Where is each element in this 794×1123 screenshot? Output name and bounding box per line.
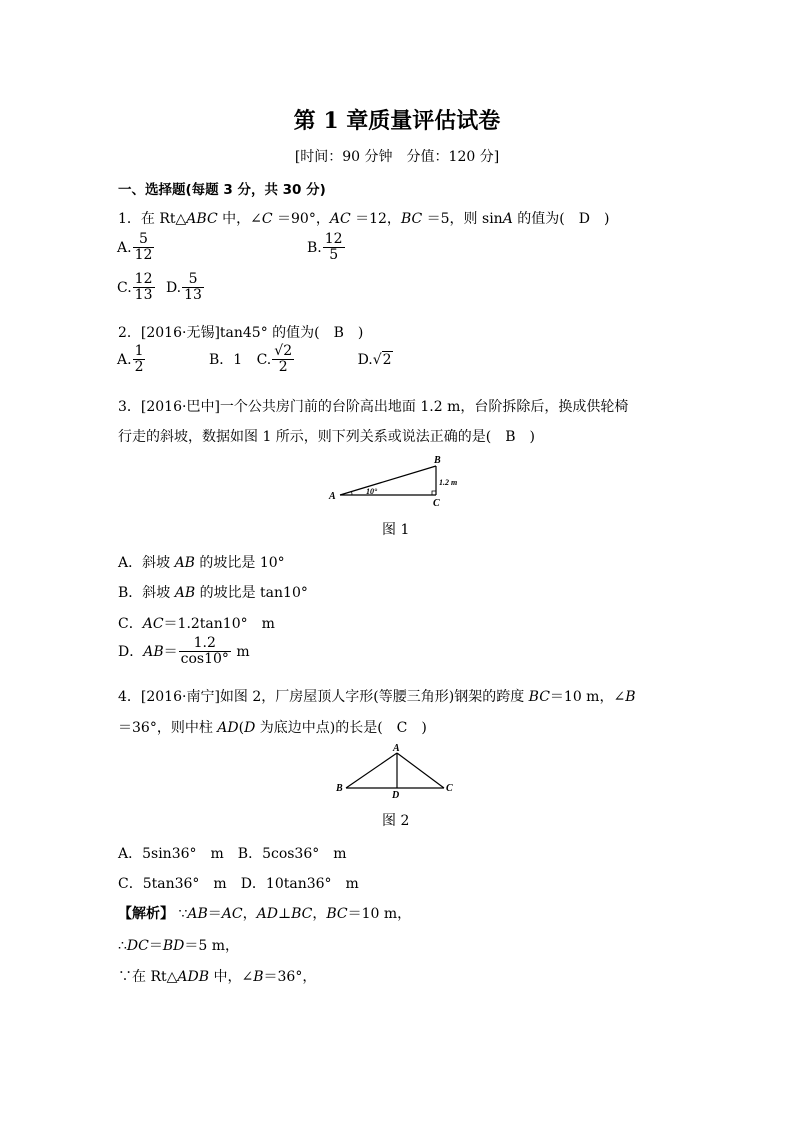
label-b: B	[434, 455, 441, 466]
square-root: √2	[372, 351, 392, 368]
label-angle: 10°	[366, 487, 378, 496]
right-angle-mark	[432, 491, 436, 495]
q1-options-cd: C. $\frac{12}{13}$ D. $\frac{5}{13}$	[117, 271, 202, 304]
solution-line-3: ∵在 Rt△ADB 中，∠B＝36°，	[118, 969, 317, 985]
figure-2-caption: 图 2	[382, 813, 410, 829]
question-4-line-2: ＝36°，则中柱 AD(D 为底边中点)的长是( C )	[118, 720, 427, 736]
label-d: D	[392, 790, 400, 800]
label-a: A	[393, 743, 400, 754]
q1-option-b: B. $\frac{12}{5}$	[307, 231, 343, 264]
question-2-stem: 2．[2016·无锡]tan45° 的值为( B )	[118, 325, 364, 341]
q2-options: A. $\frac{1}{2}$ B．1 C. $\frac{√2}{2}$ D.√2	[117, 343, 392, 376]
question-1-stem: 1．在 Rt△ABC 中，∠C ＝90°，AC ＝12，BC ＝5，则 sinA 的值为( D )	[118, 211, 610, 227]
question-4-line-1: 4．[2016·南宁]如图 2，厂房屋顶人字形(等腰三角形)钢架的跨度 BC＝10 m，∠B	[118, 689, 636, 705]
figure-1-caption: 图 1	[382, 522, 410, 538]
truss-side-ac	[397, 753, 444, 788]
fraction: $\frac{12}{13}$	[134, 271, 153, 304]
fraction: $\frac{5}{13}$	[184, 271, 202, 304]
solution-line-2: ∴DC＝BD＝5 m，	[118, 938, 240, 954]
fraction: $\frac{12}{5}$	[324, 231, 343, 264]
question-3-line-2: 行走的斜坡，数据如图 1 所示，则下列关系或说法正确的是( B )	[118, 429, 536, 445]
q3-option-a: A．斜坡 AB 的坡比是 10°	[118, 555, 285, 571]
label-height: 1.2 m	[439, 478, 458, 487]
q3-option-b: B．斜坡 AB 的坡比是 tan10°	[118, 585, 308, 601]
solution-line-1: 【解析】 ∵AB＝AC，AD⊥BC，BC＝10 m，	[118, 906, 412, 922]
q3-option-c: C．AC＝1.2tan10° m	[118, 616, 275, 632]
fraction: $\frac{1.2}{\cos 10^\circ}$	[180, 635, 229, 668]
exam-info: [时间：90 分钟 分值：120 分]	[294, 149, 500, 165]
page-title: 第 1 章质量评估试卷	[293, 108, 501, 134]
q4-options-ab: A．5sin36° m B．5cos36° m	[118, 846, 347, 862]
fraction: $\frac{√2}{2}$	[274, 343, 293, 376]
q1-option-a: A. $\frac{5}{12}$	[117, 231, 153, 264]
label-c: C	[433, 498, 440, 508]
question-3-line-1: 3．[2016·巴中]一个公共房门前的台阶高出地面 1.2 m，台阶拆除后，换成供轮椅	[118, 399, 629, 415]
section-heading: 一、选择题(每题 3 分，共 30 分)	[118, 182, 326, 198]
fraction: $\frac{5}{12}$	[134, 231, 153, 264]
label-b: B	[336, 783, 343, 794]
q3-option-d: D．AB＝ $\frac{1.2}{\cos 10^\circ}$ m	[118, 635, 250, 668]
label-c: C	[446, 783, 453, 794]
q4-options-cd: C．5tan36° m D．10tan36° m	[118, 876, 359, 892]
solution-label: 【解析】	[118, 906, 174, 922]
truss-side-ab	[346, 753, 397, 788]
slope-line-ab	[340, 466, 436, 495]
figure-2-truss-diagram	[333, 742, 459, 800]
fraction: $\frac{1}{2}$	[134, 343, 144, 376]
label-a: A	[329, 491, 336, 502]
figure-1-slope-diagram	[322, 452, 472, 508]
